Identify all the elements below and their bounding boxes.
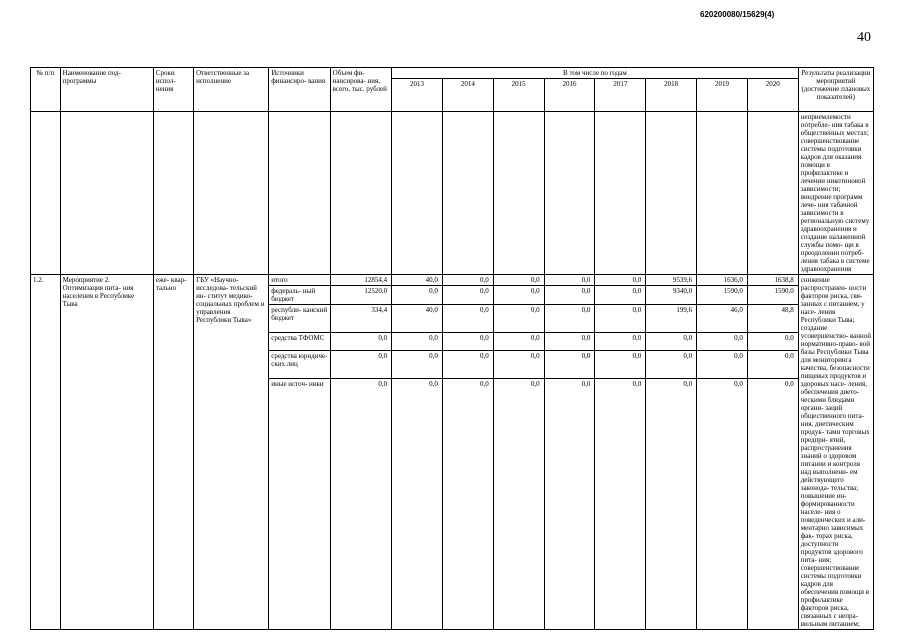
total-cell: 12854,4 <box>330 275 391 286</box>
total-cell: 12520,0 <box>330 286 391 305</box>
year-cell: 1590,0 <box>697 286 748 305</box>
header-year: 2020 <box>747 79 798 112</box>
page-number: 40 <box>857 30 871 45</box>
measure-terms: еже- квар- тально <box>153 275 193 630</box>
source-cell: средства юридиче- ских лиц <box>269 351 330 379</box>
program-table <box>30 67 874 630</box>
year-cell: 0,0 <box>646 351 697 379</box>
year-cell: 0,0 <box>544 333 595 351</box>
year-cell: 0,0 <box>493 379 544 630</box>
year-cell: 0,0 <box>595 275 646 286</box>
year-cell: 1636,0 <box>697 275 748 286</box>
year-cell: 0,0 <box>493 286 544 305</box>
year-cell: 0,0 <box>646 333 697 351</box>
header-year: 2016 <box>544 79 595 112</box>
header-year: 2015 <box>493 79 544 112</box>
header-responsible: Ответственные за исполнение <box>194 68 269 112</box>
header-year: 2017 <box>595 79 646 112</box>
header-volume: Объем фи- нансирова- ния, всего, тыс. рублей <box>330 68 391 112</box>
total-cell: 0,0 <box>330 333 391 351</box>
year-cell: 0,0 <box>697 379 748 630</box>
year-cell: 0,0 <box>493 305 544 333</box>
year-cell: 9539,6 <box>646 275 697 286</box>
year-cell: 40,0 <box>392 305 443 333</box>
year-cell: 0,0 <box>442 305 493 333</box>
year-cell: 0,0 <box>493 275 544 286</box>
continuation-row <box>31 112 874 275</box>
year-cell: 48,8 <box>747 305 798 333</box>
header-year: 2019 <box>697 79 748 112</box>
measure-responsible: ГБУ «Научно- исследова- тельский ин- ститут медико- социальных проблем и управления Республики Тыва» <box>194 275 269 630</box>
year-cell: 1590,0 <box>747 286 798 305</box>
year-cell: 0,0 <box>544 305 595 333</box>
year-cell: 0,0 <box>442 379 493 630</box>
source-cell: иные источ- ники <box>269 379 330 630</box>
year-cell: 0,0 <box>493 351 544 379</box>
year-cell: 0,0 <box>595 379 646 630</box>
year-cell: 0,0 <box>392 379 443 630</box>
total-cell: 0,0 <box>330 351 391 379</box>
header-year: 2014 <box>442 79 493 112</box>
year-cell: 1638,8 <box>747 275 798 286</box>
year-cell: 0,0 <box>442 333 493 351</box>
year-cell: 0,0 <box>544 286 595 305</box>
total-cell: 0,0 <box>330 379 391 630</box>
year-cell: 9340,0 <box>646 286 697 305</box>
year-cell: 0,0 <box>392 333 443 351</box>
year-cell: 0,0 <box>697 351 748 379</box>
year-cell: 0,0 <box>442 275 493 286</box>
year-cell: 0,0 <box>595 351 646 379</box>
measure-name: Мероприятие 2. Оптимизация пита- ния населения в Республике Тыва <box>60 275 153 630</box>
year-cell: 0,0 <box>646 379 697 630</box>
header-sources: Источники финансиро- вания <box>269 68 330 112</box>
year-cell: 0,0 <box>442 286 493 305</box>
table-row <box>31 275 874 286</box>
year-cell: 0,0 <box>747 333 798 351</box>
header-year: 2013 <box>392 79 443 112</box>
year-cell: 0,0 <box>747 351 798 379</box>
header-years-caption: В том числе по годам <box>392 68 799 79</box>
year-cell: 0,0 <box>595 286 646 305</box>
year-cell: 199,6 <box>646 305 697 333</box>
header-name: Наименование под- программы <box>60 68 153 112</box>
year-cell: 0,0 <box>697 333 748 351</box>
year-cell: 0,0 <box>595 333 646 351</box>
continuation-results: неприемлемости потребле- ния табака в общественных местах; совершенствование системы подготовки кадров для оказания помощи в профилактике и лечении никотиновой зависимости; внедрение программ лече- ния табачной зависимости в региональную систему здравоохранения и создание налаженной службы помо- щи в преодолении потреб- ления табака в системе здравоохранения <box>798 112 873 275</box>
total-cell: 334,4 <box>330 305 391 333</box>
year-cell: 0,0 <box>442 351 493 379</box>
year-cell: 0,0 <box>595 305 646 333</box>
year-cell: 40,0 <box>392 275 443 286</box>
measure-num: 1.2. <box>31 275 61 630</box>
year-cell: 0,0 <box>747 379 798 630</box>
year-cell: 0,0 <box>544 379 595 630</box>
document-id: 620200080/15629(4) <box>700 10 775 19</box>
header-num: № п/п <box>31 68 61 112</box>
measure-results: снижение распространен- ности факторов риска, свя- занных с питанием, у насе- ления Республики Тыва; создание усовершенство- ванной нормативно-право- вой базы Республики Тыва для мониторинга качества, безопасности пищевых продуктов и здоровых насе- ления, обеспечения дието- ческими блюдами органи- заций общественного пита- ния, диетическим продук- тами торговых предпри- ятий, распространения знаний о здоровом питании и контроля над выполнени- ем действующего законода- тельства; повышение ин- формированности населе- ния о поведенческих и али- ментарно зависимых фак- торах риска, доступности продуктов здорового пита- ния; совершенствование системы подготовки кадров для обеспечения помощи в профилактике факторов риска, связанных с непра- вильным питанием; <box>798 275 873 630</box>
year-cell: 0,0 <box>392 351 443 379</box>
year-cell: 0,0 <box>544 351 595 379</box>
year-cell: 46,0 <box>697 305 748 333</box>
year-cell: 0,0 <box>392 286 443 305</box>
header-year: 2018 <box>646 79 697 112</box>
source-cell: федераль- ный бюджет <box>269 286 330 305</box>
year-cell: 0,0 <box>544 275 595 286</box>
source-cell: итого <box>269 275 330 286</box>
source-cell: республи- канский бюджет <box>269 305 330 333</box>
header-results: Результаты реализации мероприятий (достижение плановых показателей) <box>798 68 873 112</box>
year-cell: 0,0 <box>493 333 544 351</box>
header-terms: Сроки испол- нения <box>153 68 193 112</box>
source-cell: средства ТФОМС <box>269 333 330 351</box>
